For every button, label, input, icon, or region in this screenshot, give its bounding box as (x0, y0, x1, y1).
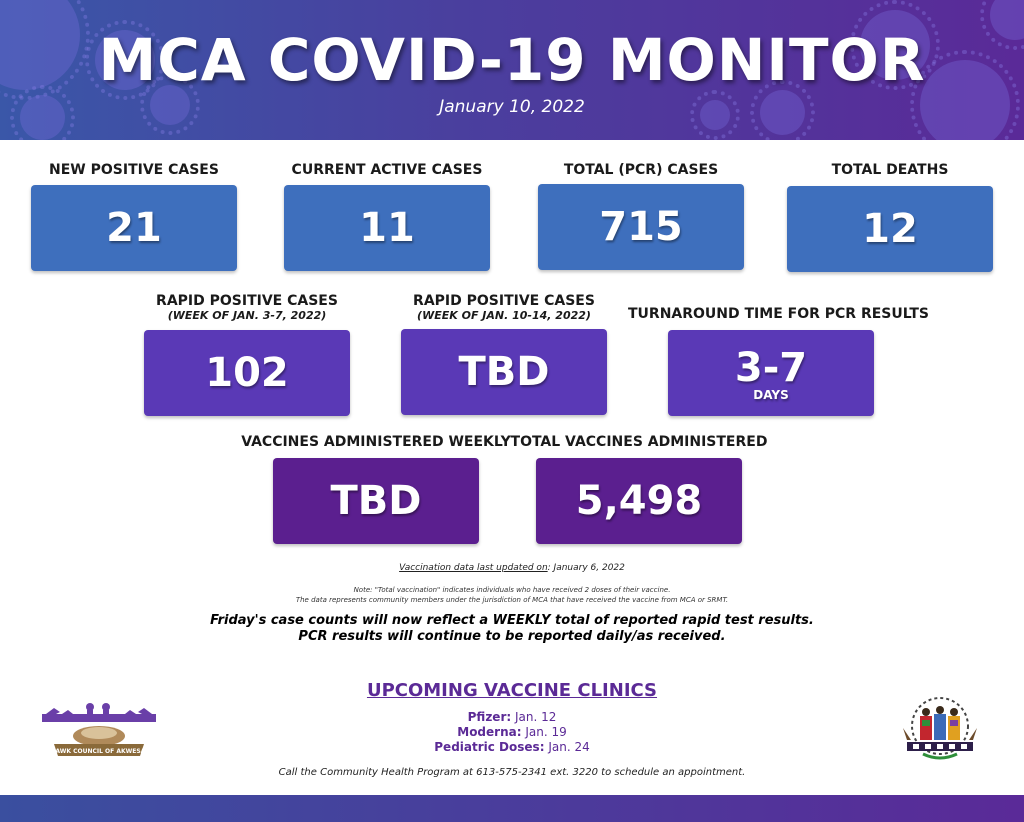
stat-label: TOTAL VACCINES ADMINISTERED (510, 434, 768, 450)
report-date: January 10, 2022 (439, 97, 585, 117)
updated-date: : January 6, 2022 (547, 563, 625, 573)
footnote-line: Note: "Total vaccination" indicates individuals who have received 2 doses of their vaccine. (353, 586, 671, 594)
notice-line: PCR results will continue to be reported daily/as received. (298, 629, 726, 644)
footnote-line: The data represents community members under the jurisdiction of MCA that have received the vaccine from MCA or SRMT. (295, 596, 729, 604)
stat-label: NEW POSITIVE CASES (49, 162, 219, 178)
stat-value-box (273, 458, 479, 544)
updated-label: Vaccination data last updated on (399, 563, 548, 573)
stat-value: 715 (599, 204, 683, 250)
stat-label: TOTAL (PCR) CASES (563, 162, 719, 178)
stat-label: RAPID POSITIVE CASES (413, 293, 595, 309)
notice-line: Friday's case counts will now reflect a WEEKLY total of reported rapid test results. (210, 613, 814, 628)
header-banner (0, 0, 1024, 140)
clinic-name: Pediatric Doses: (434, 740, 545, 754)
clinic-date: Jan. 12 (511, 710, 557, 724)
stat-sublabel: (WEEK OF JAN. 3-7, 2022) (167, 309, 327, 322)
stat-value: 11 (359, 205, 415, 251)
weekly-reporting-notice (0, 613, 1024, 645)
stat-value: 3-7 (734, 345, 808, 391)
stat-value-box (787, 186, 993, 272)
clinics-heading: UPCOMING VACCINE CLINICS (366, 680, 658, 701)
stat-value-box (536, 458, 742, 544)
stat-value: TBD (330, 478, 422, 524)
stat-label: VACCINES ADMINISTERED WEEKLY (241, 434, 511, 450)
clinic-name: Moderna: (457, 725, 522, 739)
stat-label: RAPID POSITIVE CASES (156, 293, 338, 309)
stat-value: TBD (458, 349, 550, 395)
appointment-instructions: Call the Community Health Program at 613-575-2341 ext. 3220 to schedule an appointment. (278, 767, 746, 778)
clinic-date: Jan. 24 (544, 740, 590, 754)
stat-sublabel: (WEEK OF JAN. 10-14, 2022) (417, 309, 591, 322)
stat-value-box (538, 184, 744, 270)
stat-label: TOTAL DEATHS (831, 162, 949, 178)
stat-value: 5,498 (575, 478, 703, 524)
vaccination-updated-note (0, 563, 1024, 573)
stat-value: 21 (106, 205, 162, 251)
logo-text: MOHAWK COUNCIL OF AKWESASNE (40, 748, 158, 755)
clinic-date: Jan. 19 (521, 725, 567, 739)
clinic-name: Pfizer: (467, 710, 512, 724)
stat-unit: DAYS (753, 388, 789, 402)
mohawk-council-logo (40, 700, 158, 758)
vaccination-footnote (0, 585, 1024, 605)
stat-label: CURRENT ACTIVE CASES (291, 162, 483, 178)
stat-value-box (284, 185, 490, 271)
community-health-logo (893, 694, 987, 766)
stat-value-box (144, 330, 350, 416)
stat-label: TURNAROUND TIME FOR PCR RESULTS (628, 306, 929, 322)
stat-value-box (401, 329, 607, 415)
stat-value: 12 (862, 206, 918, 252)
footer-bar (0, 795, 1024, 822)
page-title: MCA COVID-19 MONITOR (98, 26, 926, 94)
stat-value-box (668, 330, 874, 416)
stat-value-box (31, 185, 237, 271)
stat-value: 102 (205, 350, 289, 396)
